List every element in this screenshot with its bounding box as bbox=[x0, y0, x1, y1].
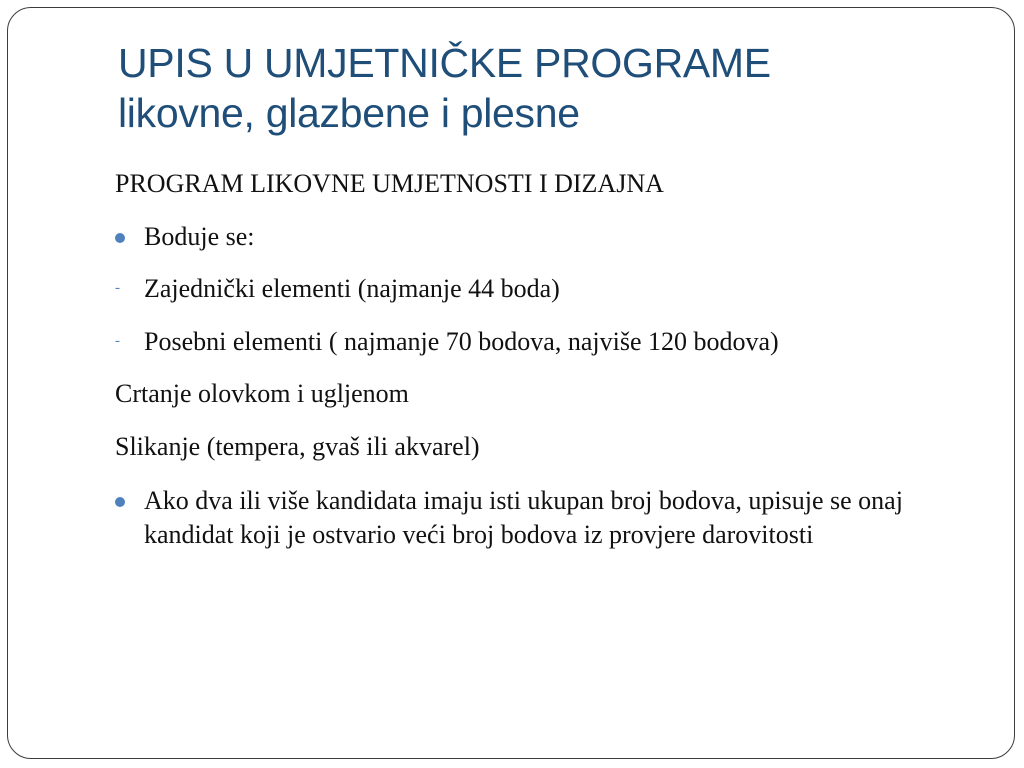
text-painting: Slikanje (tempera, gvaš ili akvarel) bbox=[115, 431, 480, 461]
text-drawing: Crtanje olovkom i ugljenom bbox=[115, 379, 409, 409]
dash-marker-icon: - bbox=[115, 280, 120, 297]
dash-marker-icon: - bbox=[115, 332, 120, 349]
slide-body bbox=[115, 168, 975, 573]
dash-item-common-elements bbox=[115, 273, 975, 304]
dash-item-special-elements bbox=[115, 326, 975, 357]
bullet-text: Boduje se: bbox=[144, 221, 255, 251]
slide-title bbox=[118, 38, 978, 138]
bullet-item-tie-rule bbox=[115, 484, 975, 552]
dash-item-text: Zajednički elementi (najmanje 44 boda) bbox=[144, 274, 560, 304]
bullet-item-scoring bbox=[115, 221, 975, 252]
dash-item-text: Posebni elementi ( najmanje 70 bodova, najviše 120 bodova) bbox=[144, 326, 779, 356]
title-line-2: likovne, glazbene i plesne bbox=[118, 90, 580, 136]
bullet-dot-icon bbox=[115, 233, 125, 243]
bullet-dot-icon bbox=[115, 497, 125, 507]
section-heading: PROGRAM LIKOVNE UMJETNOSTI I DIZAJNA bbox=[115, 169, 664, 198]
title-line-1: UPIS U UMJETNIČKE PROGRAME bbox=[118, 40, 771, 86]
bullet-text: Ako dva ili više kandidata imaju isti ukupan broj bodova, upisuje se onaj kandidat koji je ostvario veći broj bodova iz provjere darovitosti bbox=[144, 485, 903, 549]
